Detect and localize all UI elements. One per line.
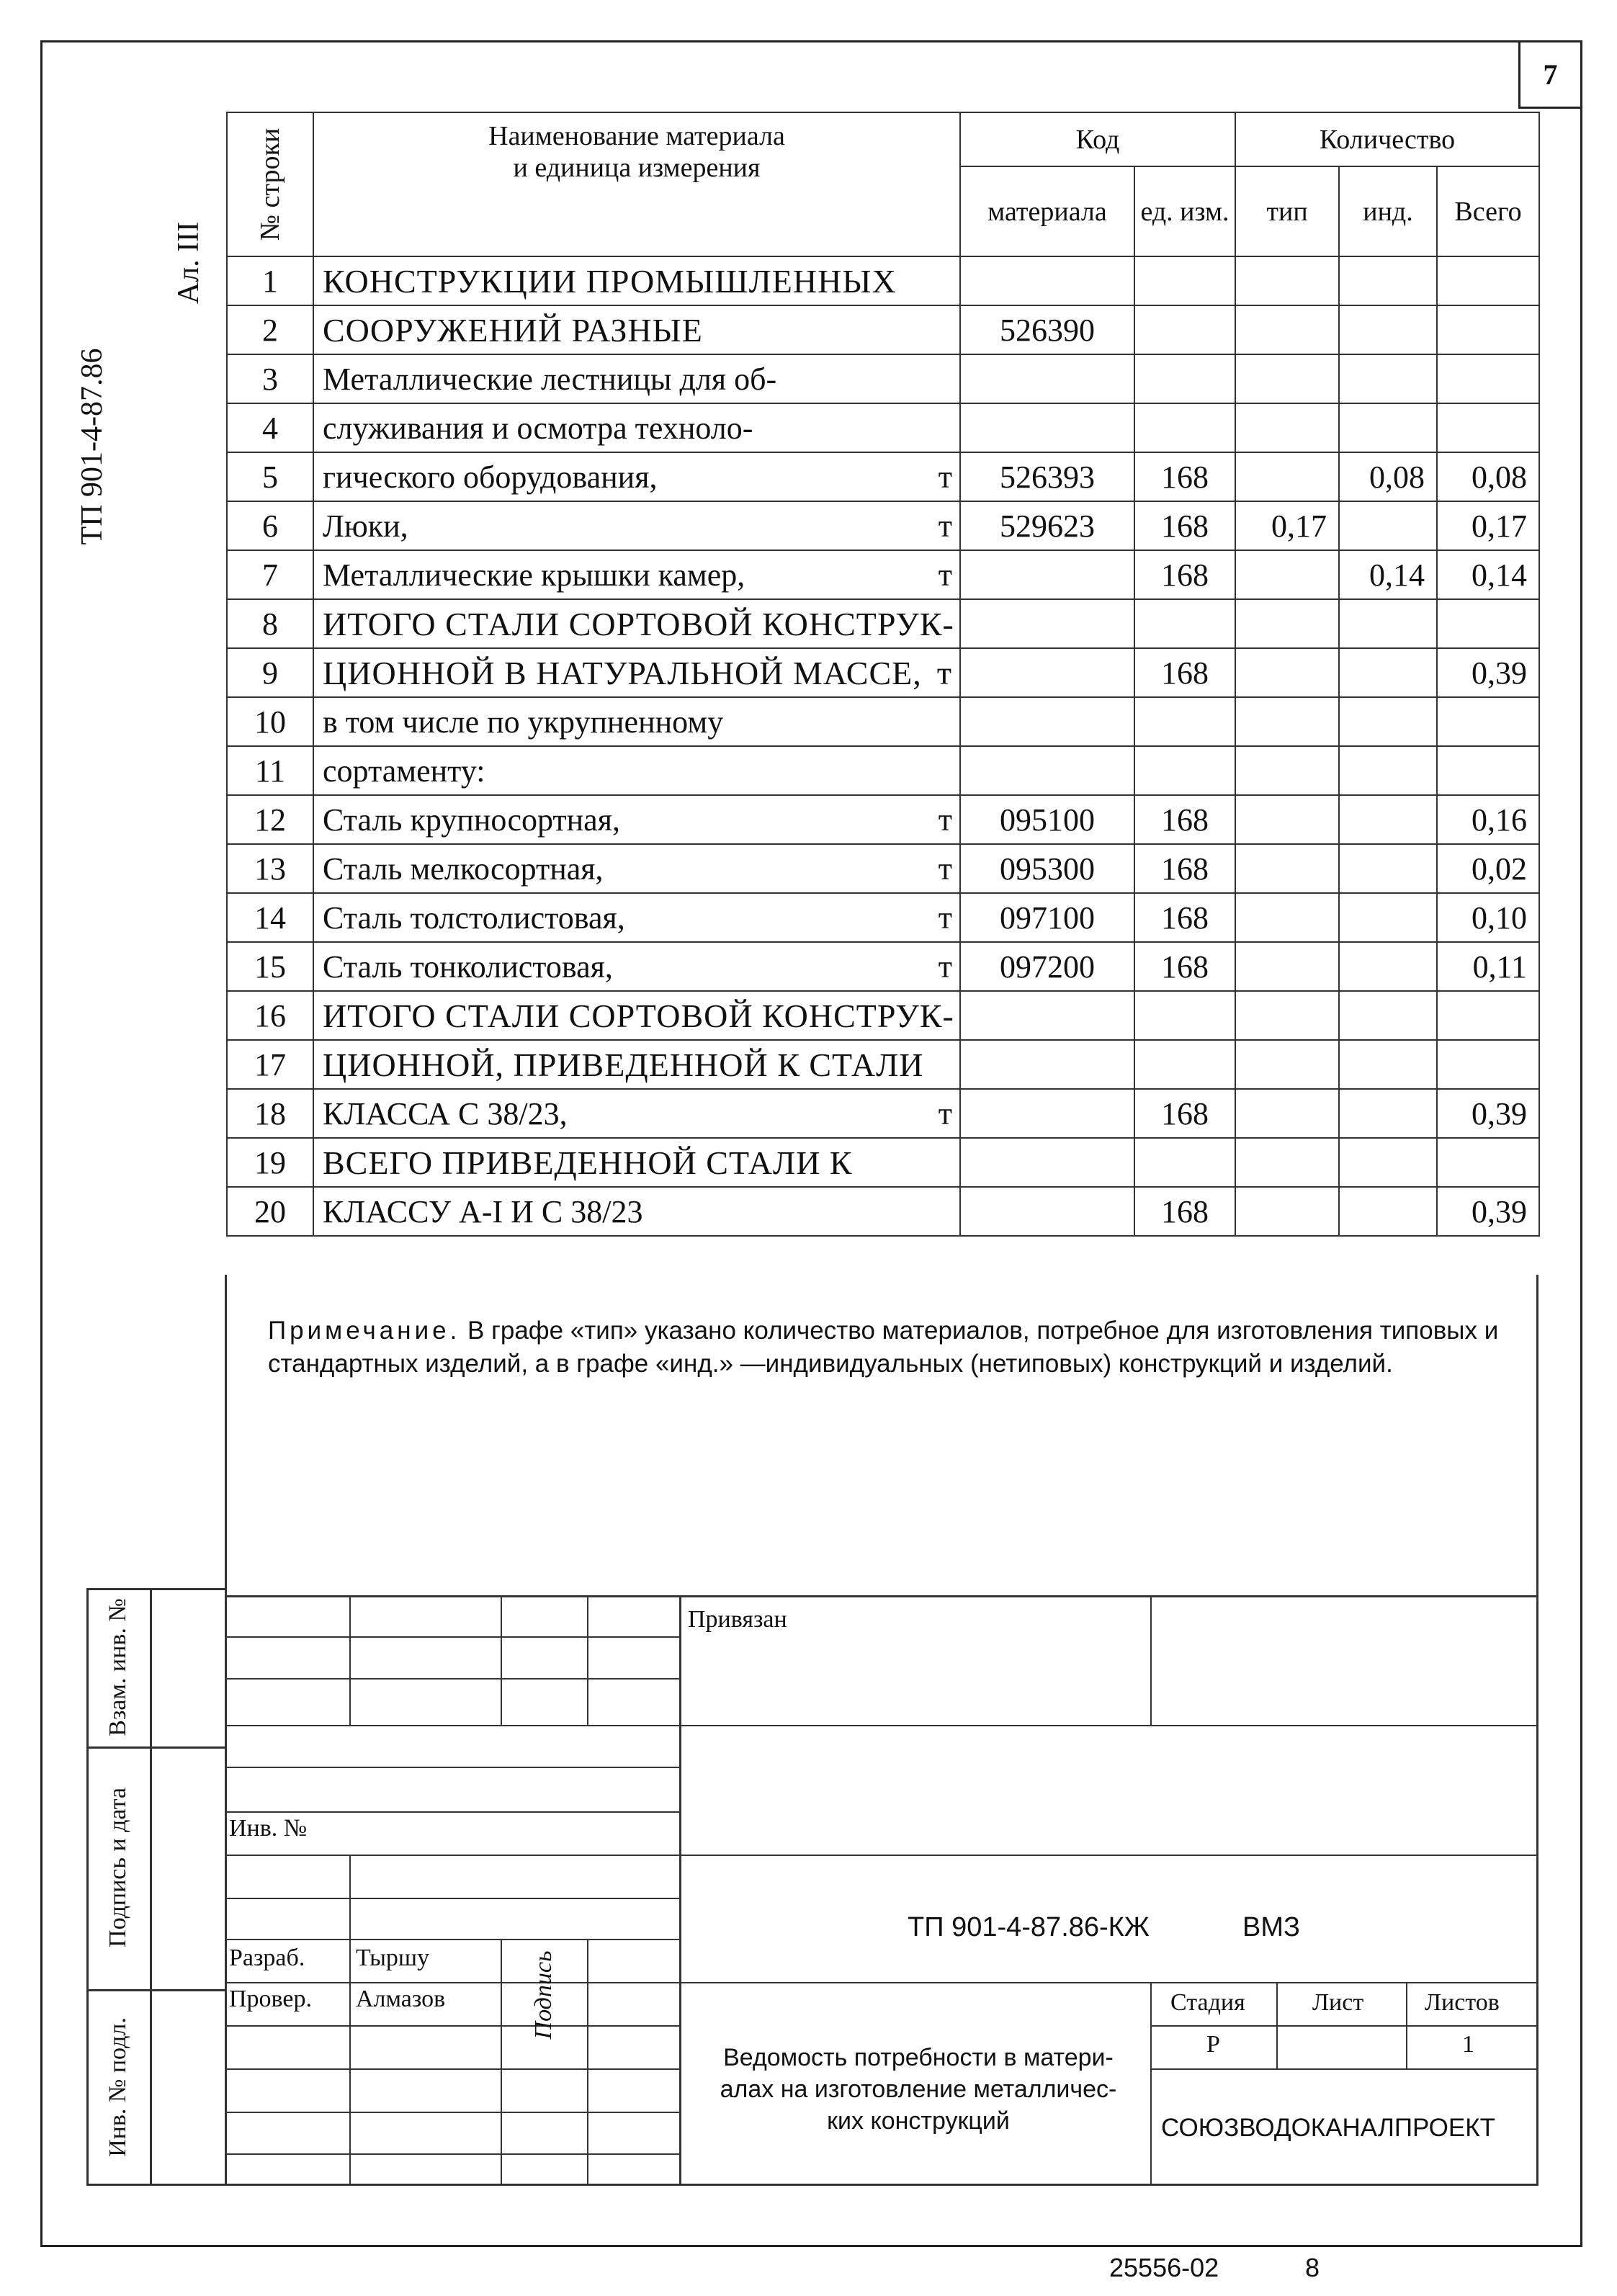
- listov-value: 1: [1462, 2031, 1474, 2058]
- row-unit-code: 168: [1134, 942, 1235, 991]
- doc-code: ТП 901-4-87.86-КЖ: [908, 1912, 1150, 1942]
- row-name-text: ВСЕГО ПРИВЕДЕННОЙ СТАЛИ К: [323, 1144, 853, 1181]
- row-qty-ind: [1339, 354, 1437, 403]
- row-qty-type: [1235, 697, 1339, 746]
- row-qty-total: 0,02: [1437, 844, 1539, 893]
- table-row: [227, 991, 1539, 1040]
- row-number: 4: [227, 403, 313, 452]
- table-row: [227, 697, 1539, 746]
- row-number: 9: [227, 648, 313, 697]
- row-qty-type: [1235, 599, 1339, 648]
- table-row: [227, 795, 1539, 844]
- row-unit: т: [938, 900, 952, 936]
- row-unit-code: [1134, 746, 1235, 795]
- row-qty-total: [1437, 354, 1539, 403]
- row-qty-ind: [1339, 256, 1437, 305]
- row-qty-total: [1437, 1138, 1539, 1187]
- header-code-material: материала: [960, 166, 1134, 256]
- table-row: [227, 403, 1539, 452]
- row-unit-code: 168: [1134, 648, 1235, 697]
- row-unit-code: 168: [1134, 501, 1235, 550]
- row-qty-total: [1437, 305, 1539, 354]
- row-number: 6: [227, 501, 313, 550]
- row-number: 19: [227, 1138, 313, 1187]
- grid-h7: [225, 1982, 1538, 1983]
- header-row-no: № строки: [227, 112, 313, 256]
- grid-v1a: [349, 1595, 351, 1725]
- row-unit-code: 168: [1134, 452, 1235, 501]
- grid-h-inv: [225, 1767, 680, 1768]
- row-material-code: [960, 1040, 1134, 1089]
- row-material-code: 097100: [960, 893, 1134, 942]
- row-material-code: [960, 1138, 1134, 1187]
- grid-v7: [1276, 1982, 1278, 2068]
- row-number: 20: [227, 1187, 313, 1236]
- note: [268, 1314, 1507, 1381]
- row-qty-ind: [1339, 501, 1437, 550]
- row-unit-code: 168: [1134, 844, 1235, 893]
- row-name-text: Сталь мелкосортная,: [323, 851, 604, 887]
- side-album: Ал. III: [172, 221, 205, 305]
- side-inv-label: Инв. № подл.: [104, 2017, 131, 2157]
- row-material-code: [960, 599, 1134, 648]
- side-stamp-left: [86, 1588, 89, 2186]
- row-unit-code: [1134, 697, 1235, 746]
- row-qty-ind: [1339, 1089, 1437, 1138]
- razrab-name: Тыршу: [356, 1945, 430, 1971]
- grid-h9: [225, 2068, 680, 2070]
- grid-h6: [225, 1898, 680, 1899]
- row-name: [313, 305, 960, 354]
- stamp-top: [225, 1595, 1538, 1597]
- row-number: 7: [227, 550, 313, 599]
- header-code: Код: [960, 112, 1235, 166]
- row-unit-code: 168: [1134, 550, 1235, 599]
- grid-h11: [225, 2153, 680, 2155]
- row-name-text: КЛАССА С 38/23,: [323, 1095, 568, 1131]
- row-name: [313, 1040, 960, 1089]
- row-unit: т: [938, 802, 952, 838]
- row-unit-code: [1134, 354, 1235, 403]
- row-material-code: [960, 991, 1134, 1040]
- row-qty-ind: [1339, 1040, 1437, 1089]
- row-qty-type: [1235, 305, 1339, 354]
- row-qty-ind: [1339, 991, 1437, 1040]
- side-podp-label: Подпись и дата: [104, 1788, 131, 1947]
- row-qty-type: [1235, 550, 1339, 599]
- row-qty-total: 0,39: [1437, 1187, 1539, 1236]
- header-code-unit: ед. изм.: [1134, 166, 1235, 256]
- row-name: [313, 844, 960, 893]
- row-qty-total: [1437, 599, 1539, 648]
- note-text: В графе «тип» указано количество материалов, потребное для изготовления типовых и стандартных изделий, а в графе «инд.» —индивидуальных (нетиповых) конструкций и изделий.: [268, 1317, 1499, 1378]
- grid-v2a: [501, 1595, 502, 1725]
- grid-h5: [225, 1855, 1538, 1856]
- row-number: 5: [227, 452, 313, 501]
- materials-table: [226, 112, 1540, 1237]
- table-row: [227, 844, 1539, 893]
- row-qty-ind: [1339, 844, 1437, 893]
- row-name: [313, 942, 960, 991]
- side-stamp-mid: [150, 1588, 152, 2186]
- row-material-code: [960, 746, 1134, 795]
- row-unit: т: [938, 459, 952, 495]
- row-material-code: 529623: [960, 501, 1134, 550]
- row-name-text: служивания и осмотра техноло-: [323, 410, 753, 446]
- row-number: 14: [227, 893, 313, 942]
- row-qty-type: [1235, 648, 1339, 697]
- row-qty-total: [1437, 697, 1539, 746]
- row-name: [313, 746, 960, 795]
- row-name-text: Сталь толстолистовая,: [323, 900, 625, 936]
- row-name: [313, 991, 960, 1040]
- row-qty-total: 0,08: [1437, 452, 1539, 501]
- row-material-code: 097200: [960, 942, 1134, 991]
- row-number: 15: [227, 942, 313, 991]
- row-name-text: ЦИОННОЙ В НАТУРАЛЬНОЙ МАССЕ,: [323, 654, 922, 691]
- grid-v6: [1150, 1982, 1152, 2186]
- row-qty-ind: [1339, 1187, 1437, 1236]
- row-name-text: ИТОГО СТАЛИ СОРТОВОЙ КОНСТРУК-: [323, 997, 954, 1034]
- row-number: 8: [227, 599, 313, 648]
- row-qty-total: [1437, 403, 1539, 452]
- note-label: Примечание.: [268, 1317, 461, 1345]
- row-qty-type: [1235, 256, 1339, 305]
- row-qty-type: [1235, 893, 1339, 942]
- row-name-text: Металлические лестницы для об-: [323, 361, 777, 397]
- row-qty-ind: [1339, 795, 1437, 844]
- row-unit: т: [936, 654, 952, 691]
- row-name: [313, 648, 960, 697]
- row-name-text: Металлические крышки камер,: [323, 557, 745, 593]
- row-unit-code: [1134, 991, 1235, 1040]
- grid-v4: [679, 1595, 681, 2186]
- row-number: 13: [227, 844, 313, 893]
- stadiya-value: Р: [1206, 2031, 1220, 2058]
- podpis-label: Подпись: [530, 1950, 557, 2040]
- row-name-text: КЛАССУ А-I И С 38/23: [323, 1193, 643, 1229]
- table-row: [227, 1089, 1539, 1138]
- grid-v1b: [349, 1855, 351, 2186]
- side-stamp-div1: [86, 1746, 227, 1749]
- side-doc-code: ТП 901-4-87.86: [76, 348, 109, 545]
- table-row: [227, 256, 1539, 305]
- row-number: 11: [227, 746, 313, 795]
- grid-v5: [1150, 1595, 1152, 1725]
- page-number: 7: [1518, 40, 1582, 109]
- table-row: [227, 746, 1539, 795]
- table-row: [227, 501, 1539, 550]
- table-row: [227, 1040, 1539, 1089]
- row-material-code: [960, 550, 1134, 599]
- row-unit: т: [938, 557, 952, 593]
- grid-h3: [225, 1725, 1538, 1726]
- row-qty-type: [1235, 795, 1339, 844]
- grid-h-stage2: [1150, 2068, 1538, 2070]
- row-qty-type: [1235, 1089, 1339, 1138]
- list-label: Лист: [1312, 1989, 1364, 2016]
- row-qty-total: 0,11: [1437, 942, 1539, 991]
- row-qty-type: [1235, 1040, 1339, 1089]
- row-name: [313, 1187, 960, 1236]
- row-name: [313, 697, 960, 746]
- body-right-border: [1536, 1275, 1538, 2186]
- row-qty-type: [1235, 354, 1339, 403]
- row-name-text: гического оборудования,: [323, 459, 658, 495]
- stadiya-label: Стадия: [1170, 1989, 1245, 2016]
- row-qty-total: [1437, 746, 1539, 795]
- grid-v3b: [587, 1939, 588, 2186]
- table-row: [227, 1138, 1539, 1187]
- grid-h4: [225, 1811, 680, 1813]
- row-qty-ind: [1339, 942, 1437, 991]
- grid-h12: [225, 1939, 680, 1940]
- row-material-code: [960, 354, 1134, 403]
- row-qty-total: 0,10: [1437, 893, 1539, 942]
- row-number: 1: [227, 256, 313, 305]
- row-number: 17: [227, 1040, 313, 1089]
- row-number: 18: [227, 1089, 313, 1138]
- row-qty-type: [1235, 1187, 1339, 1236]
- row-name-text: СООРУЖЕНИЙ РАЗНЫЕ: [323, 311, 703, 349]
- razrab-label: Разраб.: [229, 1945, 305, 1971]
- row-number: 2: [227, 305, 313, 354]
- row-qty-total: 0,14: [1437, 550, 1539, 599]
- side-vzam-label: Взам. инв. №: [104, 1598, 131, 1736]
- row-qty-total: 0,16: [1437, 795, 1539, 844]
- row-name: [313, 550, 960, 599]
- row-number: 10: [227, 697, 313, 746]
- row-name: [313, 893, 960, 942]
- row-name: [313, 1089, 960, 1138]
- row-qty-ind: [1339, 599, 1437, 648]
- grid-v3a: [587, 1595, 588, 1725]
- doc-title: Ведомость потребности в матери- алах на изготовление металличес- ких конструкций: [720, 2044, 1117, 2135]
- row-name: [313, 452, 960, 501]
- row-name-text: Сталь тонколистовая,: [323, 949, 613, 985]
- grid-h8: [225, 2025, 680, 2027]
- row-qty-total: [1437, 1040, 1539, 1089]
- row-unit-code: [1134, 599, 1235, 648]
- row-unit-code: [1134, 305, 1235, 354]
- row-unit-code: [1134, 256, 1235, 305]
- row-qty-type: [1235, 403, 1339, 452]
- row-material-code: 095300: [960, 844, 1134, 893]
- row-material-code: [960, 697, 1134, 746]
- table-row: [227, 305, 1539, 354]
- side-stamp-div2: [86, 1989, 227, 1991]
- row-material-code: 095100: [960, 795, 1134, 844]
- grid-v2b: [501, 1939, 502, 2186]
- prover-label: Провер.: [229, 1986, 312, 2012]
- row-qty-ind: [1339, 648, 1437, 697]
- row-material-code: [960, 256, 1134, 305]
- table-row: [227, 1187, 1539, 1236]
- row-unit: т: [938, 508, 952, 544]
- table-row: [227, 354, 1539, 403]
- row-name-text: КОНСТРУКЦИИ ПРОМЫШЛЕННЫХ: [323, 262, 897, 300]
- row-unit-code: [1134, 1040, 1235, 1089]
- row-unit: т: [938, 851, 952, 887]
- row-qty-type: [1235, 746, 1339, 795]
- row-unit-code: 168: [1134, 1187, 1235, 1236]
- row-qty-type: [1235, 452, 1339, 501]
- row-qty-ind: [1339, 746, 1437, 795]
- row-qty-ind: [1339, 893, 1437, 942]
- row-name-text: Люки,: [323, 508, 408, 544]
- row-unit: т: [938, 949, 952, 985]
- row-name: [313, 795, 960, 844]
- table-row: [227, 893, 1539, 942]
- row-name: [313, 501, 960, 550]
- row-material-code: [960, 403, 1134, 452]
- row-qty-total: 0,39: [1437, 1089, 1539, 1138]
- table-row: [227, 452, 1539, 501]
- row-name-text: сортаменту:: [323, 753, 485, 789]
- row-name: [313, 256, 960, 305]
- grid-h2: [225, 1678, 680, 1680]
- inv-no-label: Инв. №: [229, 1815, 308, 1842]
- row-material-code: 526393: [960, 452, 1134, 501]
- org-name: СОЮЗВОДОКАНАЛПРОЕКТ: [1161, 2114, 1495, 2142]
- row-qty-type: [1235, 942, 1339, 991]
- row-material-code: [960, 648, 1134, 697]
- row-qty-ind: [1339, 1138, 1437, 1187]
- row-qty-total: 0,17: [1437, 501, 1539, 550]
- row-unit-code: 168: [1134, 795, 1235, 844]
- header-quantity: Количество: [1235, 112, 1539, 166]
- row-qty-ind: 0,14: [1339, 550, 1437, 599]
- table-row: [227, 550, 1539, 599]
- row-number: 3: [227, 354, 313, 403]
- row-qty-type: [1235, 1138, 1339, 1187]
- privyazan-label: Привязан: [688, 1606, 787, 1633]
- grid-h-stage: [1150, 2025, 1538, 2027]
- side-stamp-bottom: [86, 2184, 1538, 2186]
- header-q-type: тип: [1235, 166, 1339, 256]
- row-material-code: 526390: [960, 305, 1134, 354]
- grid-h1: [225, 1636, 680, 1638]
- prover-name: Алмазов: [356, 1986, 446, 2012]
- row-unit: т: [938, 1095, 952, 1131]
- body-left-border: [225, 1275, 227, 2186]
- row-name: [313, 1138, 960, 1187]
- row-qty-ind: [1339, 403, 1437, 452]
- bottom-code: 25556-02: [1109, 2253, 1219, 2282]
- row-qty-total: [1437, 256, 1539, 305]
- row-name-text: в том числе по укрупненному: [323, 704, 724, 740]
- grid-v8: [1406, 1982, 1407, 2068]
- row-qty-type: 0,17: [1235, 501, 1339, 550]
- row-name: [313, 354, 960, 403]
- header-q-ind: инд.: [1339, 166, 1437, 256]
- grid-h10: [225, 2112, 680, 2113]
- row-qty-ind: [1339, 697, 1437, 746]
- row-qty-type: [1235, 844, 1339, 893]
- listov-label: Листов: [1425, 1989, 1500, 2016]
- row-name-text: ЦИОННОЙ, ПРИВЕДЕННОЙ К СТАЛИ: [323, 1046, 924, 1083]
- table-row: [227, 599, 1539, 648]
- row-unit-code: [1134, 1138, 1235, 1187]
- table-row: [227, 648, 1539, 697]
- row-unit-code: 168: [1134, 1089, 1235, 1138]
- row-unit-code: 168: [1134, 893, 1235, 942]
- row-name-text: ИТОГО СТАЛИ СОРТОВОЙ КОНСТРУК-: [323, 605, 954, 642]
- side-stamp-top: [86, 1588, 227, 1590]
- row-unit-code: [1134, 403, 1235, 452]
- header-q-total: Всего: [1437, 166, 1539, 256]
- doc-mark: ВМЗ: [1242, 1912, 1300, 1942]
- row-number: 12: [227, 795, 313, 844]
- row-name: [313, 403, 960, 452]
- row-name-text: Сталь крупносортная,: [323, 802, 620, 838]
- row-qty-ind: [1339, 305, 1437, 354]
- header-name: Наименование материала и единица измерения: [313, 112, 960, 256]
- row-material-code: [960, 1187, 1134, 1236]
- row-qty-type: [1235, 991, 1339, 1040]
- row-qty-total: [1437, 991, 1539, 1040]
- bottom-page: 8: [1305, 2253, 1320, 2282]
- row-number: 16: [227, 991, 313, 1040]
- table-row: [227, 942, 1539, 991]
- row-qty-total: 0,39: [1437, 648, 1539, 697]
- row-qty-ind: 0,08: [1339, 452, 1437, 501]
- row-material-code: [960, 1089, 1134, 1138]
- row-name: [313, 599, 960, 648]
